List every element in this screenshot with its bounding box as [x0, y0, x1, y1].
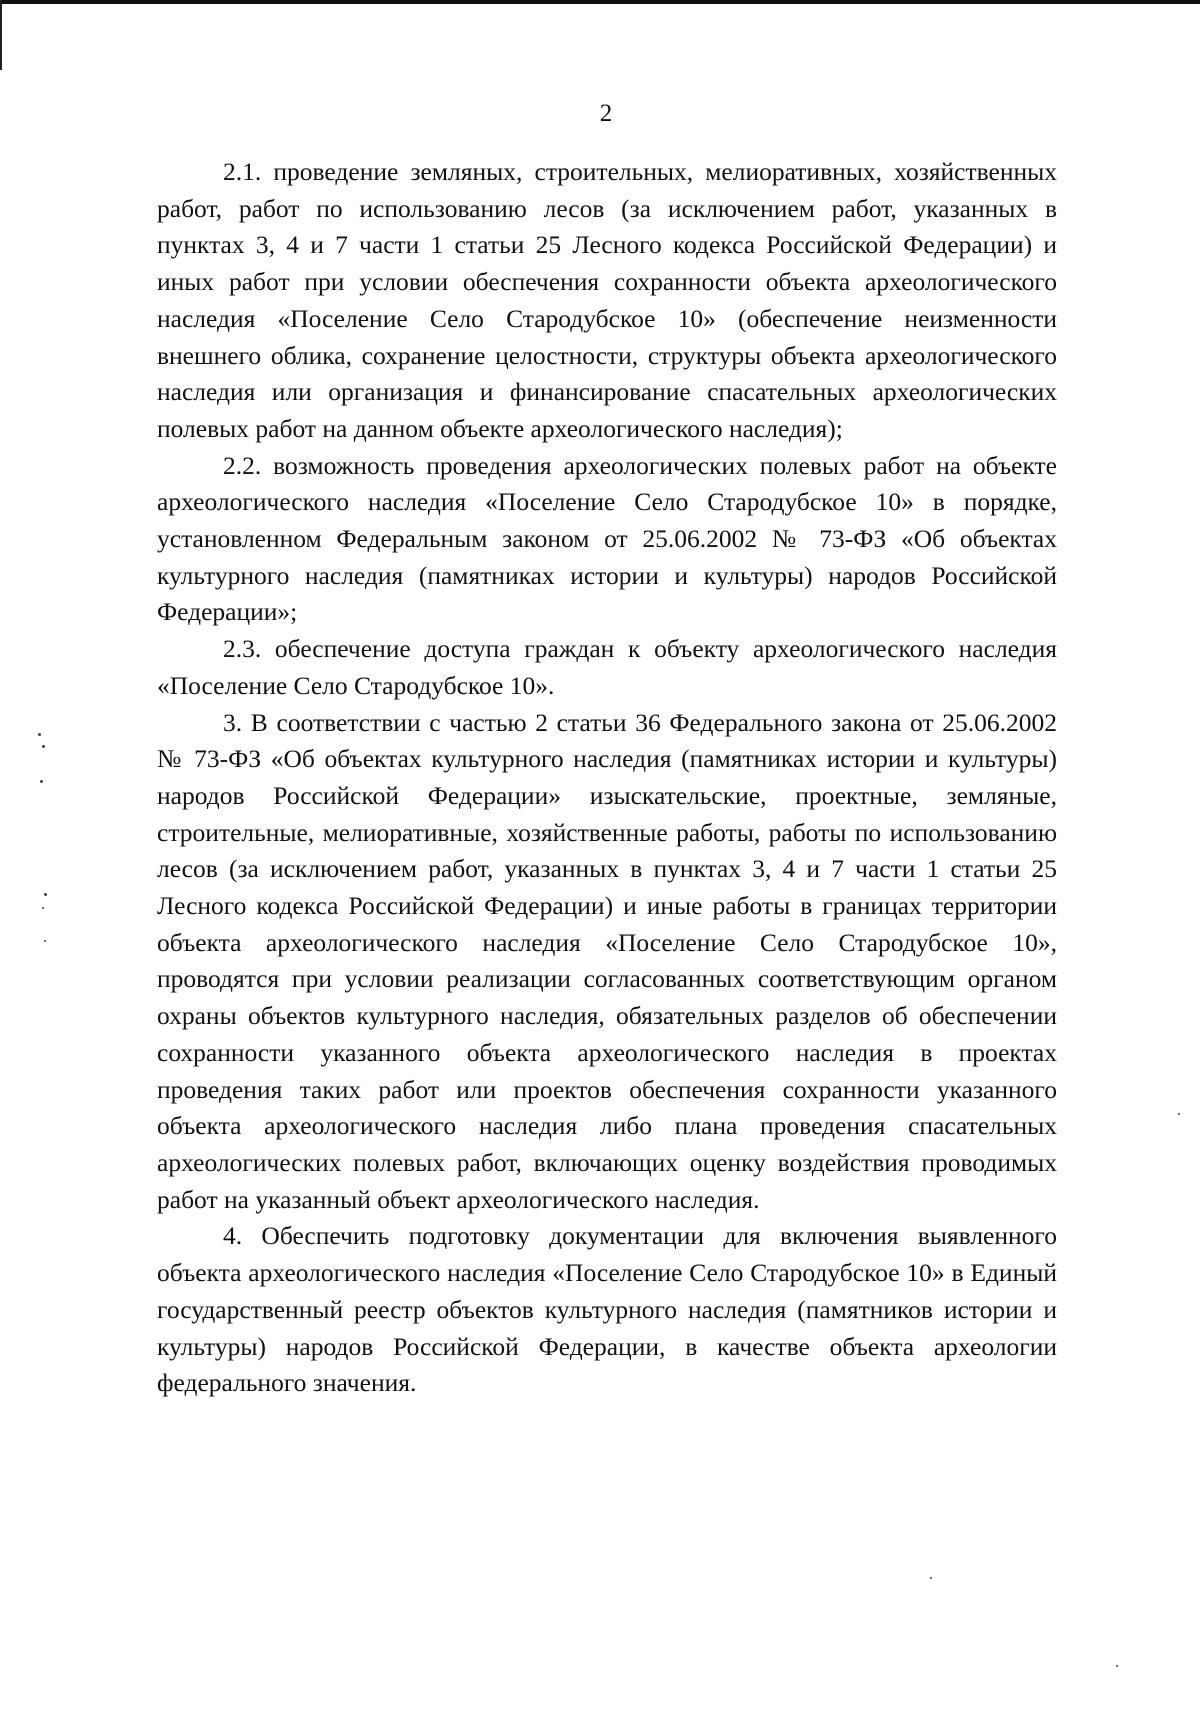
page-number: 2 — [599, 100, 613, 127]
scan-speck — [42, 907, 44, 909]
paragraph-2-3: 2.3. обеспечение доступа граждан к объекту археологического наследия «Поселение Село Стародубское 10». — [157, 634, 1057, 700]
scan-speck — [930, 1577, 932, 1579]
scan-speck — [40, 780, 43, 783]
scan-top-edge — [0, 0, 1200, 4]
scan-left-edge — [0, 0, 2, 70]
paragraph-3: 3. В соответствии с частью 2 статьи 36 Федерального закона от 25.06.2002 № 73-ФЗ «Об объектах культурного наследия (памятниках истории и культуры) народов Российской Федерации» изыскательские, проектные, земляные, строительные, мелиоративные, хозяйственные работы, работы по использованию лесов (за исключением работ, указанных в пунктах 3, 4 и 7 части 1 статьи 25 Лесного кодекса Российской Федерации) и иные работы в границах территории объекта археологического наследия «Поселение Село Стародубское 10», проводятся при условии реализации согласованных соответствующим органом охраны объектов культурного наследия, обязательных разделов об обеспечении сохранности указанного объекта археологического наследия в проектах проведения таких работ или проектов обеспечения сохранности указанного объекта археологического наследия либо плана проведения спасательных археологических полевых работ, включающих оценку воздействия проводимых работ на указанный объект археологического наследия. — [157, 707, 1057, 1214]
scan-speck — [44, 940, 46, 942]
scan-speck — [38, 733, 41, 736]
paragraph-4: 4. Обеспечить подготовку документации для включения выявленного объекта археологического наследия «Поселение Село Стародубское 10» в Единый государственный реестр объектов культурного наследия (памятников истории и культуры) народов Российской Федерации, в качестве объекта археологии федерального значения. — [157, 1221, 1057, 1398]
paragraph-2-1: 2.1. проведение земляных, строительных, мелиоративных, хозяйственных работ, работ по использованию лесов (за исключением работ, указанных в пунктах 3, 4 и 7 части 1 статьи 25 Лесного кодекса Российской Федерации) и иных работ при условии обеспечения сохранности объекта археологического наследия «Поселение Село Стародубское 10» (обеспечение неизменности внешнего облика, сохранение целостности, структуры объекта археологического наследия или организация и финансирование спасательных археологических полевых работ на данном объекте археологического наследия); — [157, 157, 1057, 443]
scan-speck — [1178, 1113, 1180, 1115]
scan-speck — [1116, 1665, 1118, 1667]
paragraph-2-2: 2.2. возможность проведения археологических полевых работ на объекте археологического наследия «Поселение Село Стародубское 10» в порядке, установленном Федеральным законом от 25.06.2002 № 73-ФЗ «Об объектах культурного наследия (памятниках истории и культуры) народов Российской Федерации»; — [157, 450, 1057, 627]
document-body — [157, 154, 1057, 1402]
scan-speck — [42, 745, 45, 748]
scan-speck — [44, 893, 47, 896]
